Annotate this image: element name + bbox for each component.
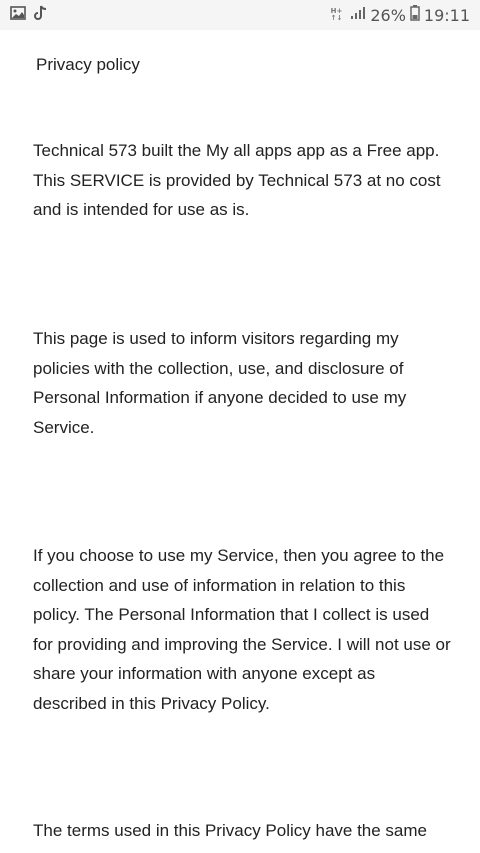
- gallery-icon: [10, 6, 26, 25]
- network-activity-arrows: ↑↓: [330, 14, 343, 22]
- network-type-label: H+: [330, 7, 343, 15]
- paragraph-consent: If you choose to use my Service, then you agree to the collection and use of information in relation to this policy. The Personal Information that I collect is used for providing and improving the Service. I will not use or share your information with anyone except as described in this Privacy Policy.: [33, 546, 451, 713]
- status-right: [331, 5, 470, 26]
- page-title: Privacy policy: [36, 55, 140, 74]
- signal-icon: [350, 6, 366, 25]
- status-bar: [0, 0, 480, 30]
- paragraph-terms: The terms used in this Privacy Policy have the same: [33, 821, 427, 840]
- status-left: [10, 5, 48, 26]
- tiktok-icon: [34, 5, 48, 26]
- battery-icon: [410, 5, 420, 26]
- clock: 19:11: [423, 5, 470, 25]
- battery-percent: 26%: [370, 5, 406, 25]
- paragraph-intro: Technical 573 built the My all apps app as a Free app. This SERVICE is provided by Technical 573 at no cost and is intended for use as is.: [33, 141, 441, 219]
- paragraph-purpose: This page is used to inform visitors regarding my policies with the collection, use, and disclosure of Personal Information if anyone decided to use my Service.: [33, 329, 407, 437]
- network-indicator: [331, 8, 343, 22]
